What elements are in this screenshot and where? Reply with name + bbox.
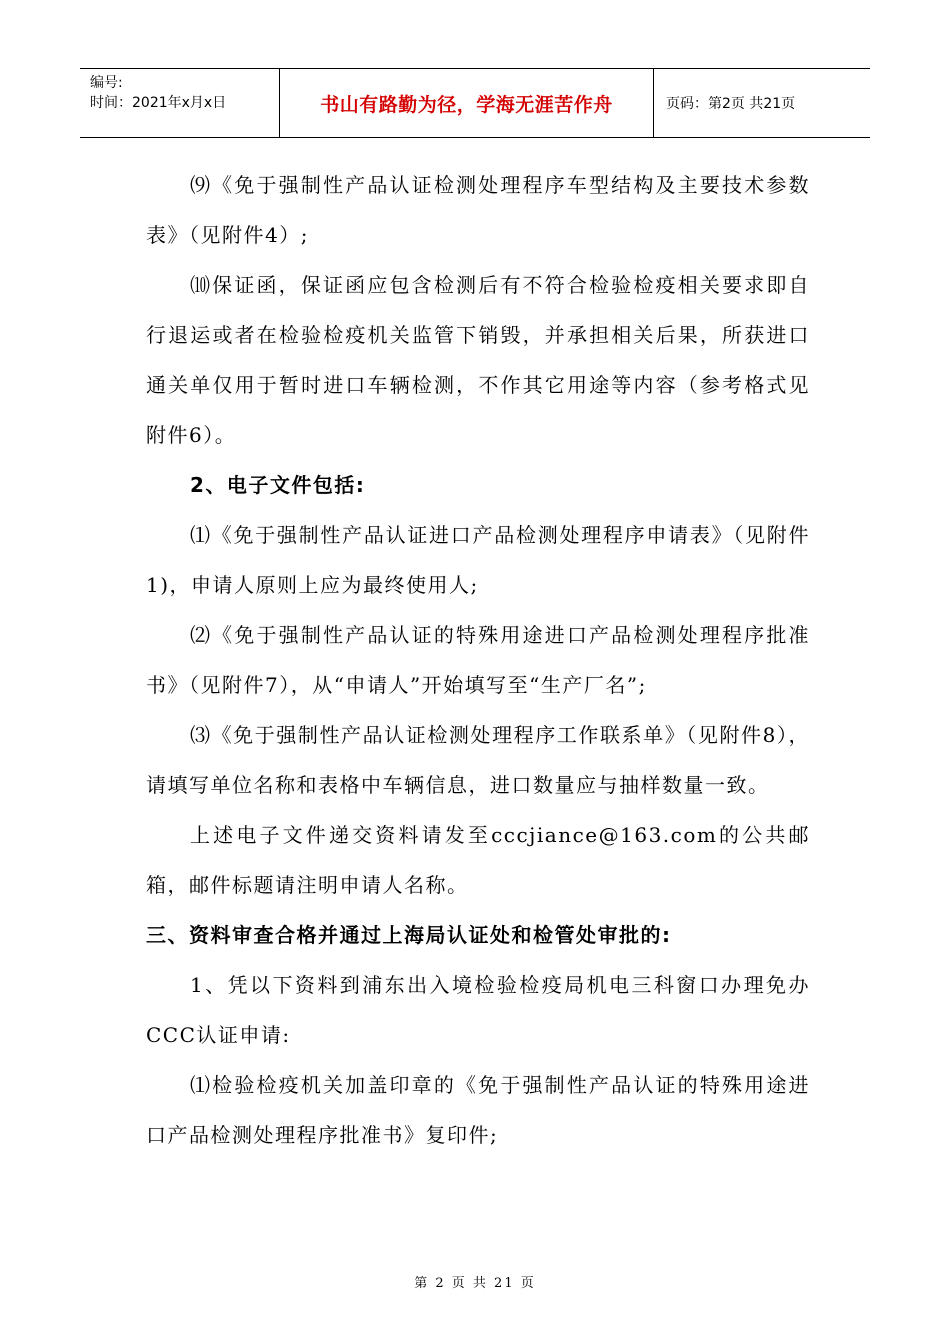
page-footer: 第 2 页 共 21 页: [414, 1276, 536, 1291]
doc-number-label: 编号:: [90, 75, 123, 91]
paragraph-step-1: 1、凭以下资料到浦东出入境检验检疫局机电三科窗口办理免办CCC认证申请:: [146, 973, 810, 1047]
section-heading-electronic-files: 2、电子文件包括:: [190, 473, 366, 497]
section-heading-3: 三、资料审查合格并通过上海局认证处和检管处审批的:: [146, 923, 672, 947]
paragraph-electronic-2: ⑵《免于强制性产品认证的特殊用途进口产品检测处理程序批准书》（见附件7），从“申请人”开始填写至“生产厂名”;: [146, 623, 810, 697]
paragraph-email-note: 上述电子文件递交资料请发至cccjiance@163.com的公共邮箱，邮件标题请注明申请人名称。: [146, 823, 810, 897]
header-page-info: 页码：第2页 共21页: [666, 96, 796, 112]
document-body: [146, 160, 810, 1160]
paragraph-electronic-3: ⑶《免于强制性产品认证检测处理程序工作联系单》（见附件8），请填写单位名称和表格中车辆信息，进口数量应与抽样数量一致。: [146, 723, 810, 797]
paragraph-electronic-1: ⑴《免于强制性产品认证进口产品检测处理程序申请表》（见附件1)，申请人原则上应为最终使用人;: [146, 523, 810, 597]
header-meta: [80, 69, 280, 137]
paragraph-item-9: ⑼《免于强制性产品认证检测处理程序车型结构及主要技术参数表》（见附件4）;: [146, 173, 810, 247]
paragraph-item-10: ⑽保证函，保证函应包含检测后有不符合检验检疫相关要求即自行退运或者在检验检疫机关监管下销毁，并承担相关后果，所获进口通关单仅用于暂时进口车辆检测，不作其它用途等内容（参考格式见附件6）。: [146, 273, 810, 447]
header-motto: 书山有路勤为径，学海无涯苦作舟: [280, 69, 654, 137]
paragraph-step-1-item-1: ⑴检验检疫机关加盖印章的《免于强制性产品认证的特殊用途进口产品检测处理程序批准书》复印件;: [146, 1073, 810, 1147]
doc-time-label: 时间：2021年x月x日: [90, 95, 227, 111]
page-header: [80, 68, 870, 138]
